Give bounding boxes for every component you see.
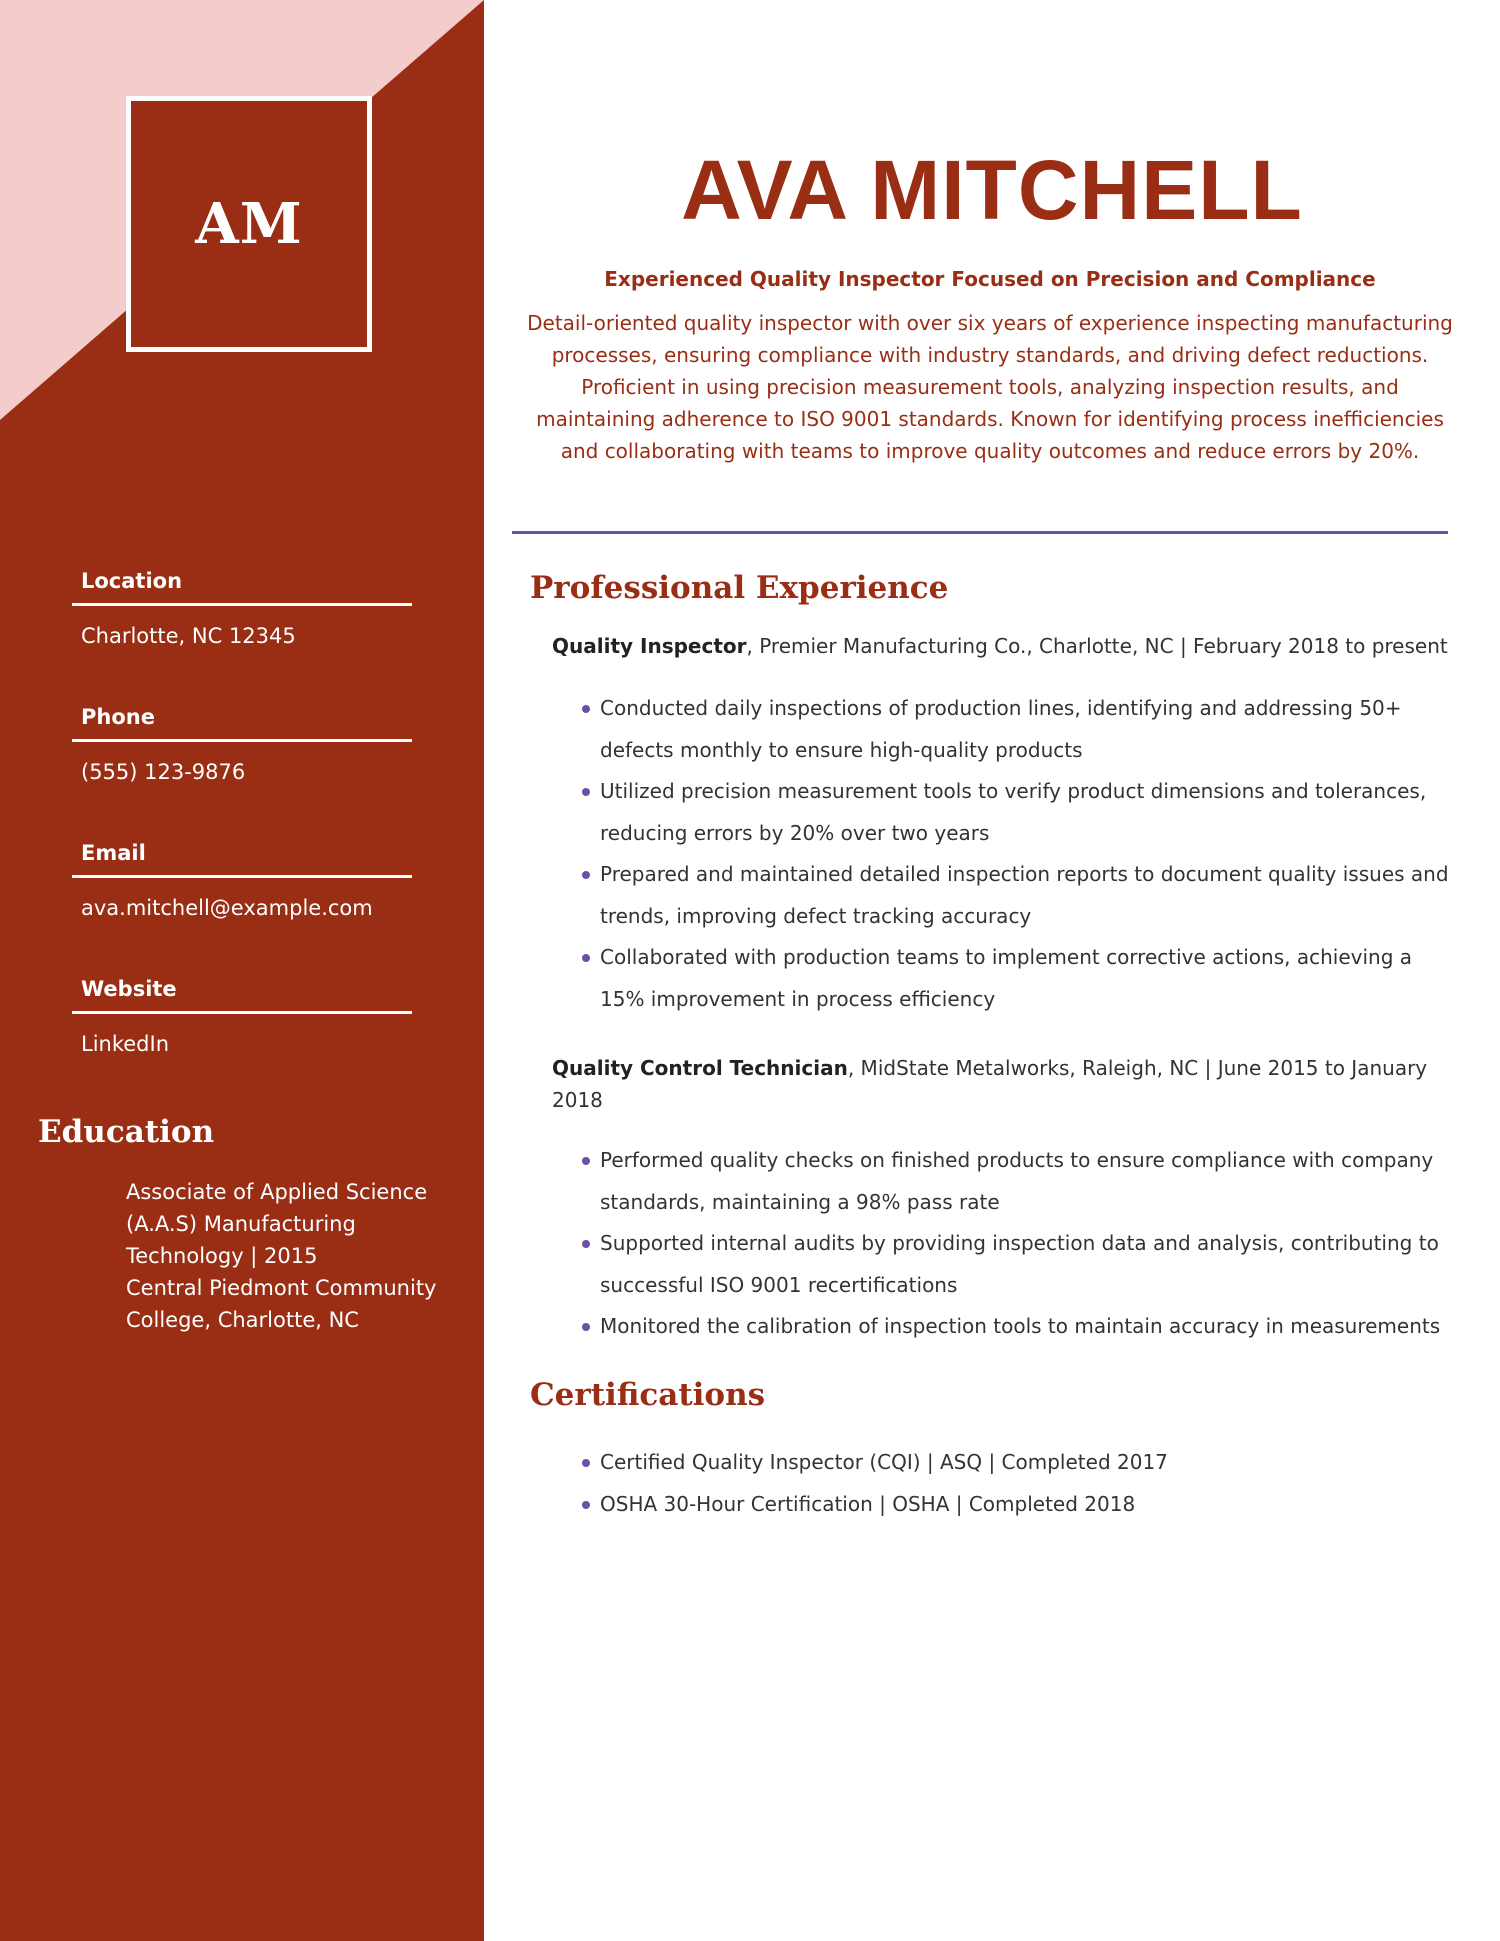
bullet-text: Prepared and maintained detailed inspection reports to document quality issues and trends, improving defect tracking accuracy (600, 862, 1449, 928)
contact-label: Website (72, 977, 412, 1014)
bullet-dot (582, 1501, 590, 1509)
certification-text: OSHA 30-Hour Certification | OSHA | Completed 2018 (600, 1491, 1136, 1516)
bullet-dot (582, 954, 590, 962)
job-bullets (600, 688, 1450, 1020)
job-details: , Premier Manufacturing Co., Charlotte, NC | February 2018 to present (746, 634, 1448, 658)
bullet-text: Supported internal audits by providing inspection data and analysis, contributing to successful ISO 9001 recertifications (600, 1231, 1439, 1297)
divider (512, 531, 1448, 534)
bullet-dot (582, 1157, 590, 1165)
contact-location (72, 569, 412, 648)
job-bullets (600, 1140, 1450, 1348)
education-line: Associate of Applied Science (126, 1180, 428, 1204)
certification-text: Certified Quality Inspector (CQI) | ASQ | Completed 2017 (600, 1450, 1168, 1474)
contact-value[interactable]: LinkedIn (81, 1032, 170, 1056)
education-line: Central Piedmont Community (126, 1276, 437, 1300)
education-line: College, Charlotte, NC (126, 1308, 359, 1332)
list-item (600, 1140, 1450, 1223)
tagline: Experienced Quality Inspector Focused on Precision and Compliance (604, 267, 1376, 291)
monogram: AM (195, 191, 303, 257)
bullet-dot (582, 788, 590, 796)
bullet-text: Performed quality checks on finished products to ensure compliance with company standards, maintaining a 98% pass rate (600, 1148, 1434, 1214)
education-heading: Education (38, 1114, 215, 1150)
list-item (600, 854, 1450, 937)
bullet-dot (582, 1240, 590, 1248)
experience-heading: Professional Experience (530, 570, 949, 606)
bullet-dot (582, 871, 590, 879)
list-item (600, 688, 1450, 771)
bullet-text: Conducted daily inspections of production lines, identifying and addressing 50+ defects monthly to ensure high-quality products (600, 696, 1402, 762)
contact-value: Charlotte, NC 12345 (81, 624, 296, 648)
monogram-box (126, 96, 372, 352)
contact-value: (555) 123-9876 (81, 760, 246, 784)
education-details (126, 1176, 446, 1336)
list-item (600, 771, 1450, 854)
summary: Detail-oriented quality inspector with over six years of experience inspecting manufacturing processes, ensuring compliance with industry standards, and driving defect reductions. Proficient in using precision measurement tools, analyzing inspection results, and maintaining adherence to ISO 9001 standards. Known for identifying process inefficiencies and collaborating with teams to improve quality outcomes and reduce errors by 20%. (527, 311, 1453, 463)
certification-list (600, 1442, 1450, 1525)
sidebar (0, 0, 484, 1941)
job-header (552, 630, 1452, 662)
job-title: Quality Inspector (552, 634, 747, 658)
education-line: (A.A.S) Manufacturing (126, 1212, 356, 1236)
bullet-text: Collaborated with production teams to implement corrective actions, achieving a 15% improvement in process efficiency (600, 945, 1413, 1011)
list-item (600, 937, 1450, 1020)
candidate-name: AVA MITCHELL (681, 143, 1303, 237)
job-details: , MidState Metalworks, Raleigh, NC | June 2015 to January 2018 (552, 1056, 1428, 1112)
list-item (600, 1442, 1450, 1484)
job-header (552, 1052, 1452, 1116)
contact-website (72, 977, 412, 1056)
bullet-text: Monitored the calibration of inspection tools to maintain accuracy in measurements (600, 1314, 1441, 1338)
certifications-heading: Certifications (530, 1377, 766, 1413)
contact-label: Phone (72, 705, 412, 742)
education-line: Technology | 2015 (126, 1244, 318, 1268)
list-item (600, 1223, 1450, 1306)
bullet-dot (582, 705, 590, 713)
job-title: Quality Control Technician (552, 1056, 848, 1080)
bullet-dot (582, 1459, 590, 1467)
list-item (600, 1306, 1450, 1348)
contact-label: Location (72, 569, 412, 606)
bullet-dot (582, 1323, 590, 1331)
bullet-text: Utilized precision measurement tools to verify product dimensions and tolerances, reducing errors by 20% over two years (600, 779, 1427, 845)
contact-label: Email (72, 841, 412, 878)
list-item (600, 1484, 1450, 1526)
contact-email (72, 841, 412, 920)
contact-value: ava.mitchell@example.com (81, 896, 373, 920)
contact-phone (72, 705, 412, 784)
